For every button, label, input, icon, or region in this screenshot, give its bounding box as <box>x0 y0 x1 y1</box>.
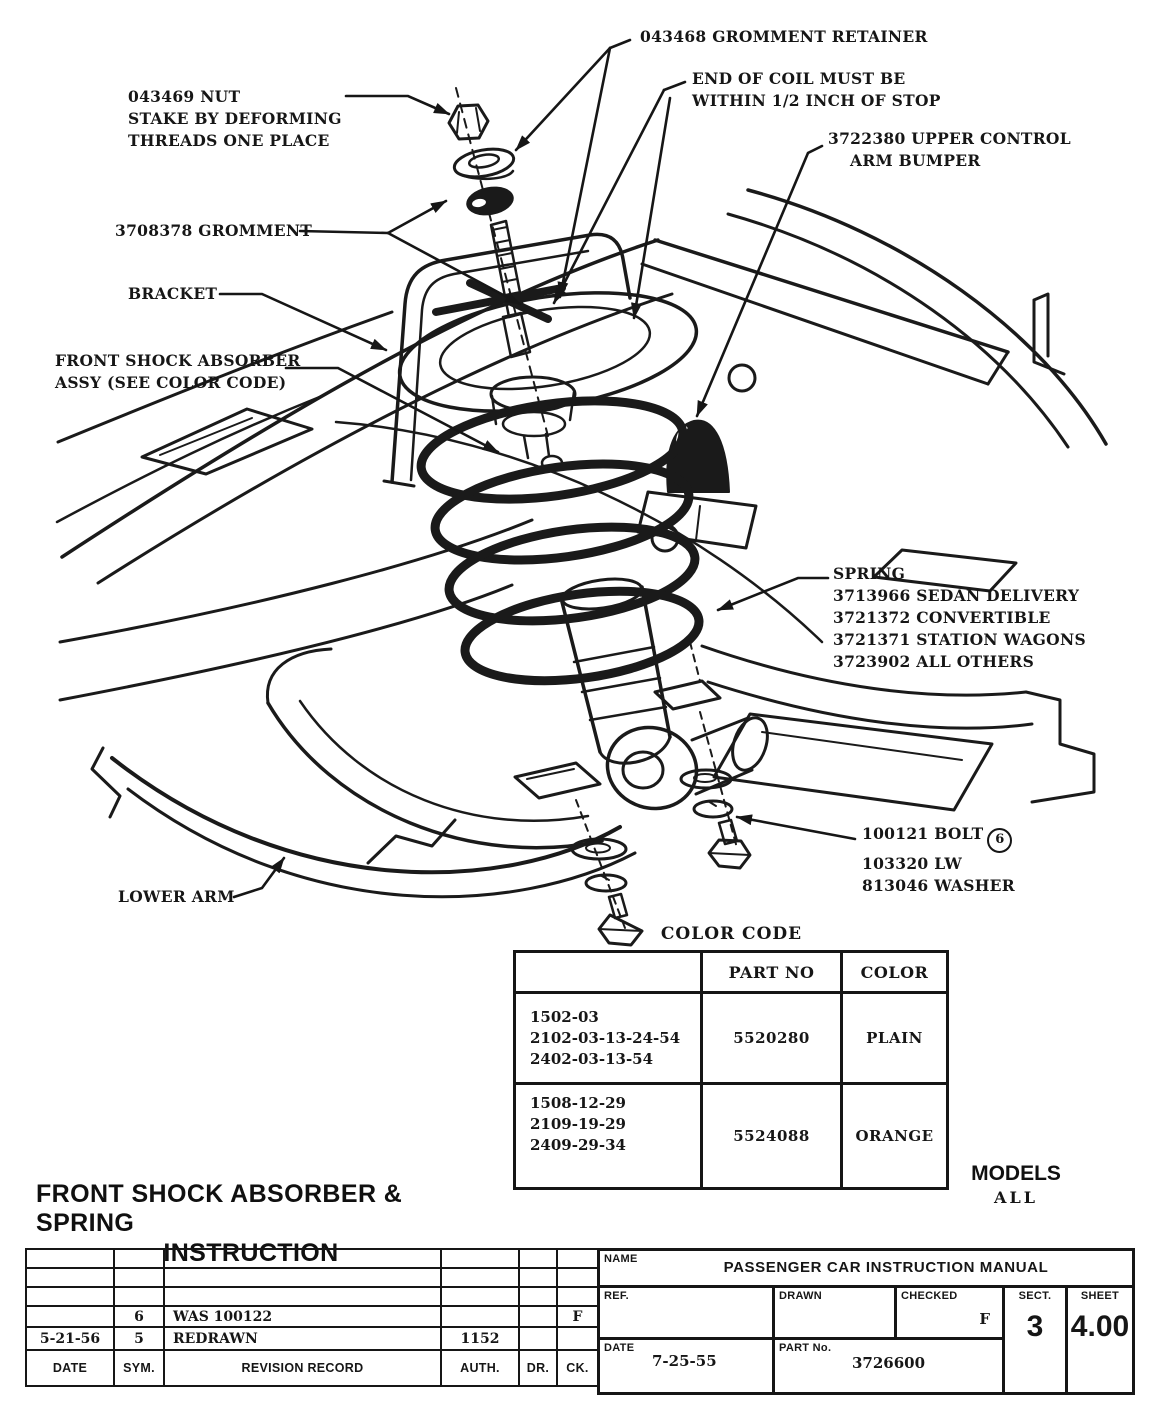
models-value: ALL <box>994 1188 1038 1207</box>
drafting-block <box>597 1248 1135 1395</box>
table-row <box>26 1287 598 1306</box>
checked-cell: CHECKED F <box>897 1288 1005 1340</box>
table-row: 1508-12-29 2109-19-29 2409-29-34 5524088 ORANGE <box>515 1084 948 1189</box>
drawing-title: FRONT SHOCK ABSORBER & SPRING INSTRUCTION <box>36 1180 403 1267</box>
sheet-value: 4.00 <box>1070 1310 1130 1343</box>
color-code-table <box>513 950 949 1190</box>
drawn-cell: DRAWN <box>775 1288 897 1340</box>
title-block <box>25 1248 1135 1395</box>
models-label: MODELS <box>971 1162 1061 1185</box>
callout-bracket: BRACKET <box>128 284 218 303</box>
part-no-value: 3726600 <box>851 1354 926 1372</box>
callout-shock-assy: FRONT SHOCK ABSORBER ASSY (SEE COLOR CODE) <box>55 351 301 392</box>
table-row: 6 WAS 100122 F <box>26 1306 598 1327</box>
models-header-blank <box>515 952 702 993</box>
revision-header-row: DATE SYM. REVISION RECORD AUTH. DR. CK. <box>26 1350 598 1386</box>
table-row: 1502-03 2102-03-13-24-54 2402-03-13-54 5520280 PLAIN <box>515 993 948 1084</box>
part-no-cell: PART No. 3726600 <box>775 1340 1005 1392</box>
color-header: COLOR <box>842 952 948 993</box>
revision-record-table <box>25 1248 599 1387</box>
color-code-title: COLOR CODE <box>660 924 803 944</box>
ref-cell: REF. <box>600 1288 775 1340</box>
callout-bolt: 100121 BOLT 6 103320 LW 813046 WASHER <box>862 824 1015 895</box>
color-code-header-row <box>515 952 948 993</box>
date-cell: DATE 7-25-55 <box>600 1340 775 1392</box>
callout-spring: SPRING 3713966 SEDAN DELIVERY 3721372 CONVERTIBLE 3721371 STATION WAGONS 3723902 ALL OTHERS <box>833 564 1086 671</box>
callout-nut: 043469 NUT STAKE BY DEFORMING THREADS ONE PLACE <box>128 87 342 150</box>
callout-upper-bumper: 3722380 UPPER CONTROL ARM BUMPER <box>828 129 1071 170</box>
checked-value: F <box>979 1310 990 1328</box>
sheet-cell: SHEET 4.00 <box>1068 1288 1132 1392</box>
table-row <box>26 1249 598 1268</box>
date-value: 7-25-55 <box>652 1352 717 1370</box>
callout-grommet-retainer-text: 043468 GROMMENT RETAINER <box>640 27 928 46</box>
callout-grommet-retainer <box>640 26 928 48</box>
sect-cell: SECT. 3 <box>1005 1288 1068 1392</box>
part-no-header: PART NO <box>702 952 842 993</box>
manual-name: PASSENGER CAR INSTRUCTION MANUAL <box>723 1259 1049 1276</box>
bolt-qty-circle: 6 <box>987 828 1012 853</box>
callout-grommet: 3708378 GROMMENT <box>115 221 313 240</box>
callout-end-of-coil: END OF COIL MUST BE WITHIN 1/2 INCH OF STOP <box>692 69 941 110</box>
name-label: NAME <box>604 1253 638 1265</box>
table-row <box>26 1268 598 1287</box>
sect-value: 3 <box>1026 1310 1044 1343</box>
name-cell <box>600 1251 1132 1288</box>
table-row: 5-21-56 5 REDRAWN 1152 <box>26 1327 598 1350</box>
callout-lower-arm: LOWER ARM <box>118 887 235 906</box>
